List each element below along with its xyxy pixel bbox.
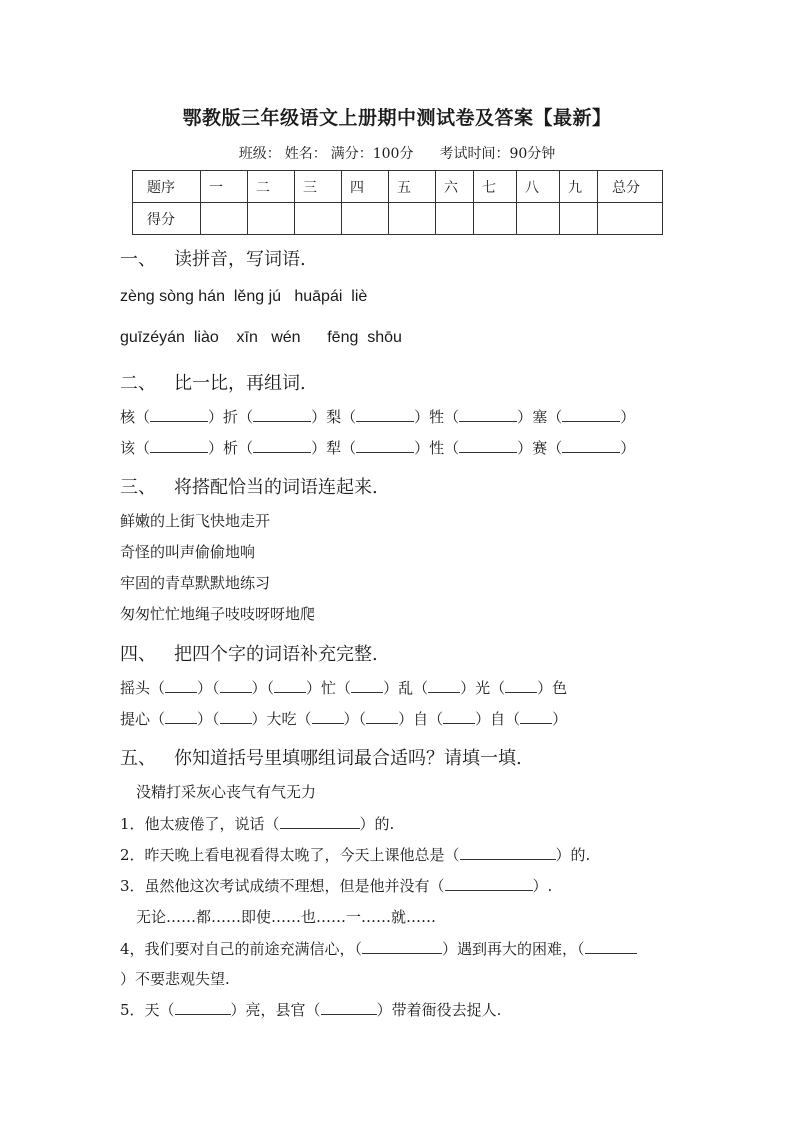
- match-line: 奇怪的叫声偷偷地响: [120, 543, 256, 561]
- score-table-row: [133, 203, 663, 235]
- section-title: 把四个字的词语补充完整.: [174, 644, 378, 665]
- char: 核: [120, 408, 136, 426]
- char: 塞: [532, 408, 548, 426]
- score-cell[interactable]: [598, 203, 663, 235]
- answer-blank[interactable]: [443, 711, 475, 724]
- answer-blank[interactable]: [280, 816, 360, 829]
- question-text: ）带着衙役去捉人.: [376, 1001, 502, 1019]
- full-score: 满分：100分: [330, 146, 414, 162]
- answer-blank[interactable]: [165, 680, 197, 693]
- exam-info: [0, 143, 794, 163]
- char: 牲: [429, 408, 445, 426]
- question-4: [120, 938, 637, 959]
- class-label: 班级：: [238, 146, 281, 162]
- score-cell[interactable]: [389, 203, 436, 235]
- idiom-text: 摇头（: [120, 679, 166, 697]
- answer-blank[interactable]: [321, 1002, 377, 1015]
- word-options: 没精打采灰心丧气有气无力: [136, 783, 317, 801]
- answer-blank[interactable]: [505, 680, 537, 693]
- conjunction-options: 无论……都……即使……也……一……就……: [136, 908, 437, 926]
- question-text: 2．昨天晚上看电视看得太晚了，今天上课他总是（: [120, 846, 460, 864]
- question-2: [120, 844, 590, 865]
- header-cell: 题序: [133, 171, 201, 203]
- section-title: 读拼音，写词语.: [174, 249, 306, 270]
- question-3: [120, 875, 552, 896]
- answer-blank[interactable]: [274, 680, 306, 693]
- answer-blank[interactable]: [220, 711, 252, 724]
- answer-blank[interactable]: [459, 409, 517, 422]
- section-number: 三、: [120, 477, 156, 498]
- idiom-text: ）大吃（: [251, 710, 312, 728]
- char: 折: [223, 408, 239, 426]
- idiom-text: ）忙（: [306, 679, 352, 697]
- answer-blank[interactable]: [520, 711, 552, 724]
- header-cell: 总分: [598, 171, 663, 203]
- score-table: [132, 170, 663, 235]
- answer-blank[interactable]: [460, 847, 556, 860]
- section-4-heading: [120, 640, 378, 666]
- score-cell[interactable]: [248, 203, 295, 235]
- exam-time: 考试时间：90分钟: [439, 146, 556, 162]
- pinyin-line: zèng sòng hán lěng jú huāpái liè: [120, 288, 368, 305]
- question-1: [120, 813, 394, 834]
- answer-blank[interactable]: [150, 409, 208, 422]
- header-cell: 六: [436, 171, 474, 203]
- answer-blank[interactable]: [362, 941, 442, 954]
- idiom-row: [120, 677, 567, 698]
- name-label: 姓名：: [284, 146, 327, 162]
- header-cell: 三: [295, 171, 342, 203]
- idiom-text: ）: [552, 710, 568, 728]
- idiom-text: ）乱（: [383, 679, 429, 697]
- idiom-text: ）自（: [398, 710, 444, 728]
- answer-blank[interactable]: [356, 409, 414, 422]
- question-text: ）亮，县官（: [230, 1001, 321, 1019]
- char: 犁: [326, 439, 342, 457]
- char: 析: [223, 439, 239, 457]
- answer-blank[interactable]: [220, 680, 252, 693]
- question-text: 4，我们要对自己的前途充满信心，（: [120, 940, 363, 958]
- header-cell: 二: [248, 171, 295, 203]
- compare-row: 该（ ）析（ ）犁（ ）性（ ）赛（ ）: [120, 439, 636, 457]
- section-title: 比一比，再组词.: [174, 373, 306, 394]
- answer-blank[interactable]: [253, 440, 311, 453]
- score-row-label: 得分: [133, 203, 201, 235]
- question-text: 3．虽然他这次考试成绩不理想，但是他并没有（: [120, 877, 445, 895]
- idiom-text: ）（: [197, 679, 220, 697]
- section-title: 将搭配恰当的词语连起来.: [174, 477, 378, 498]
- idiom-text: ）（: [197, 710, 220, 728]
- match-line: 匆匆忙忙地绳子吱吱呀呀地爬: [120, 605, 316, 623]
- char: 性: [429, 439, 445, 457]
- section-number: 二、: [120, 373, 156, 394]
- score-cell[interactable]: [560, 203, 598, 235]
- section-number: 一、: [120, 249, 156, 270]
- header-cell: 七: [474, 171, 517, 203]
- question-text: ）遇到再大的困难，（: [442, 940, 585, 958]
- header-cell: 五: [389, 171, 436, 203]
- page-title: 鄂教版三年级语文上册期中测试卷及答案【最新】: [182, 107, 612, 129]
- idiom-row: [120, 708, 567, 729]
- answer-blank[interactable]: [165, 711, 197, 724]
- pinyin-line: guīzéyán liào xīn wén fēng shōu: [120, 329, 402, 346]
- char: 梨: [326, 408, 342, 426]
- score-cell[interactable]: [474, 203, 517, 235]
- idiom-text: ）（: [251, 679, 275, 697]
- char: 赛: [532, 439, 548, 457]
- answer-blank[interactable]: [312, 711, 344, 724]
- answer-blank[interactable]: [459, 440, 517, 453]
- header-cell: 一: [201, 171, 248, 203]
- idiom-text: ）（: [343, 710, 367, 728]
- answer-blank[interactable]: [253, 409, 311, 422]
- section-number: 五、: [120, 748, 156, 769]
- answer-blank[interactable]: [428, 680, 460, 693]
- section-3-heading: [120, 473, 378, 499]
- question-text: 5．天（: [120, 1001, 175, 1019]
- idiom-text: ）自（: [475, 710, 521, 728]
- question-5: [120, 999, 501, 1020]
- header-cell: 八: [517, 171, 560, 203]
- idiom-text: 提心（: [120, 710, 166, 728]
- question-text: ）.: [532, 877, 553, 895]
- char: 该: [120, 439, 136, 457]
- header-cell: 四: [342, 171, 389, 203]
- answer-blank[interactable]: [150, 440, 208, 453]
- section-number: 四、: [120, 644, 156, 665]
- match-line: 牢固的青草默默地练习: [120, 574, 271, 592]
- question-text: ）的.: [555, 846, 591, 864]
- idiom-text: ）色: [537, 679, 568, 697]
- idiom-text: ）光（: [460, 679, 506, 697]
- question-4-cont: ）不要悲观失望.: [120, 970, 230, 988]
- answer-blank[interactable]: [562, 409, 620, 422]
- answer-blank[interactable]: [366, 711, 398, 724]
- answer-blank[interactable]: [175, 1002, 231, 1015]
- score-cell[interactable]: [201, 203, 248, 235]
- section-1-heading: [120, 245, 306, 271]
- score-cell[interactable]: [436, 203, 474, 235]
- section-5-heading: [120, 744, 522, 770]
- score-cell[interactable]: [295, 203, 342, 235]
- answer-blank[interactable]: [585, 941, 637, 954]
- header-cell: 九: [560, 171, 598, 203]
- section-title: 你知道括号里填哪组词最合适吗？请填一填.: [174, 748, 522, 769]
- compare-row: 核（ ）折（ ）梨（ ）牲（ ）塞（ ）: [120, 408, 636, 426]
- score-cell[interactable]: [517, 203, 560, 235]
- question-text: 1．他太疲倦了，说话（: [120, 815, 280, 833]
- score-table-header: [133, 171, 663, 203]
- section-2-heading: [120, 369, 306, 395]
- match-line: 鲜嫩的上街飞快地走开: [120, 512, 271, 530]
- answer-blank[interactable]: [356, 440, 414, 453]
- answer-blank[interactable]: [562, 440, 620, 453]
- question-text: ）的.: [359, 815, 395, 833]
- answer-blank[interactable]: [351, 680, 383, 693]
- score-cell[interactable]: [342, 203, 389, 235]
- answer-blank[interactable]: [445, 878, 533, 891]
